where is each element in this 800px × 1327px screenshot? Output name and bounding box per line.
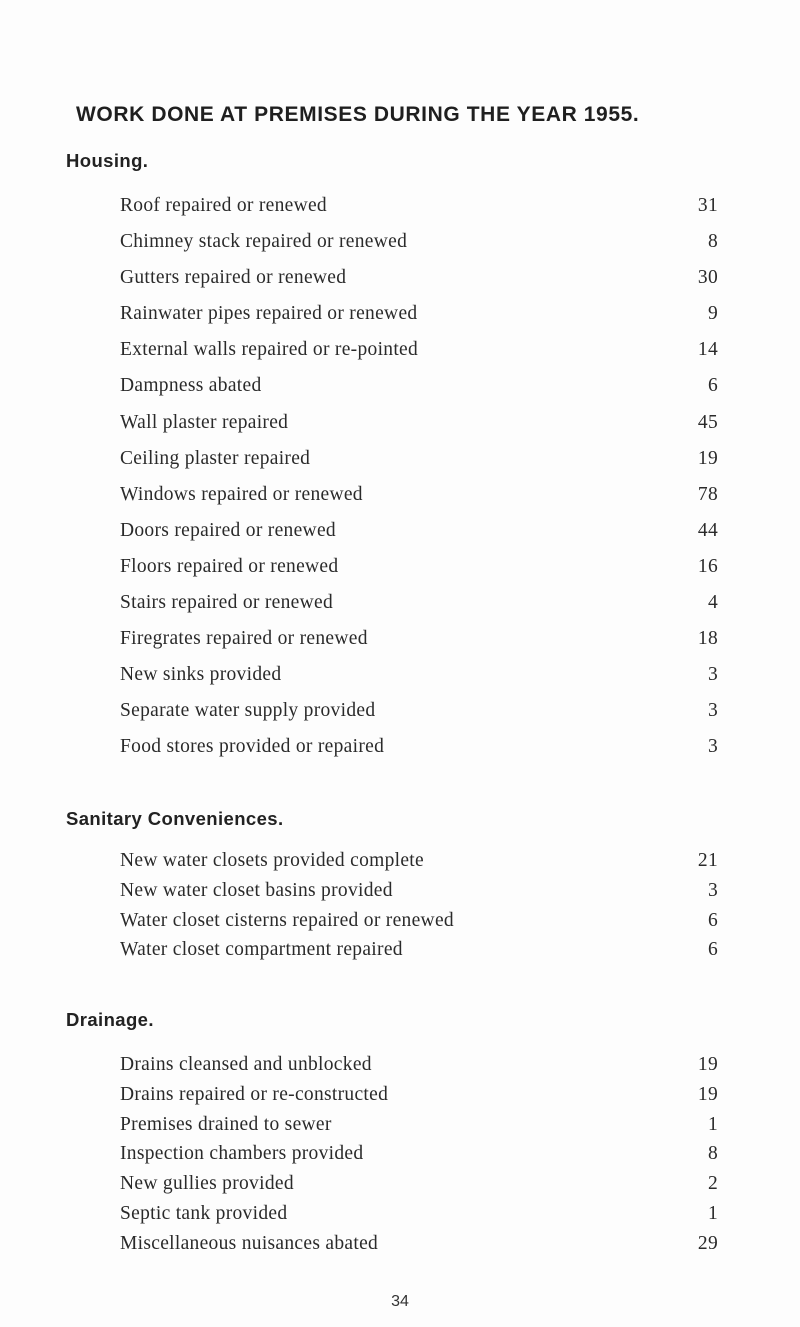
item-label: Inspection chambers provided xyxy=(120,1143,369,1165)
drainage-list xyxy=(120,1054,718,1263)
item-value: 4 xyxy=(707,592,718,614)
page-number: 34 xyxy=(391,1293,409,1310)
list-item xyxy=(120,303,718,339)
list-item xyxy=(120,592,718,628)
item-label: Dampness abated xyxy=(120,375,268,397)
item-value: 19 xyxy=(697,1083,718,1105)
list-item xyxy=(120,520,718,556)
list-item xyxy=(120,375,718,411)
item-label: New sinks provided xyxy=(120,664,287,686)
list-item xyxy=(120,1233,718,1263)
list-item xyxy=(120,556,718,592)
sanitary-list xyxy=(120,850,718,969)
item-label: Windows repaired or renewed xyxy=(120,484,369,506)
list-item xyxy=(120,267,718,303)
item-value: 3 xyxy=(707,700,718,722)
item-value: 6 xyxy=(707,375,718,397)
list-item xyxy=(120,939,718,969)
item-value: 16 xyxy=(697,555,718,577)
item-value: 31 xyxy=(697,195,718,216)
item-label: External walls repaired or re-pointed xyxy=(120,339,424,361)
list-item xyxy=(120,880,718,910)
item-label: Chimney stack repaired or renewed xyxy=(120,231,413,253)
list-item xyxy=(120,484,718,520)
item-value: 45 xyxy=(697,411,718,433)
item-value: 6 xyxy=(707,939,718,961)
item-value: 8 xyxy=(707,1143,718,1165)
list-item xyxy=(120,910,718,940)
item-value: 29 xyxy=(697,1232,718,1254)
item-label: Stairs repaired or renewed xyxy=(120,592,339,614)
item-value: 2 xyxy=(707,1173,718,1195)
list-item xyxy=(120,1143,718,1173)
item-value: 14 xyxy=(697,339,718,361)
section-heading-sanitary: Sanitary Conveniences. xyxy=(66,808,284,829)
section-heading-housing: Housing. xyxy=(66,150,149,171)
list-item xyxy=(120,1114,718,1144)
item-value: 44 xyxy=(697,519,718,541)
list-item xyxy=(120,1054,718,1084)
list-item xyxy=(120,736,718,772)
item-label: Rainwater pipes repaired or renewed xyxy=(120,303,423,325)
item-label: Water closet compartment repaired xyxy=(120,939,409,961)
housing-list xyxy=(120,195,718,773)
list-item xyxy=(120,700,718,736)
page-title: WORK DONE AT PREMISES DURING THE YEAR 1955. xyxy=(76,103,640,126)
item-label: Roof repaired or renewed xyxy=(120,195,333,217)
item-value: 3 xyxy=(707,664,718,686)
item-label: Drains repaired or re-constructed xyxy=(120,1084,394,1106)
item-value: 6 xyxy=(707,909,718,931)
item-label: Wall plaster repaired xyxy=(120,412,294,434)
list-item xyxy=(120,412,718,448)
item-value: 30 xyxy=(697,267,718,289)
item-label: Miscellaneous nuisances abated xyxy=(120,1233,384,1255)
list-item xyxy=(120,448,718,484)
item-value: 1 xyxy=(707,1113,718,1135)
item-label: Gutters repaired or renewed xyxy=(120,267,352,289)
list-item xyxy=(120,1084,718,1114)
section-heading-drainage: Drainage. xyxy=(66,1009,154,1030)
item-value: 78 xyxy=(697,483,718,505)
item-label: Doors repaired or renewed xyxy=(120,520,342,542)
item-value: 3 xyxy=(707,879,718,901)
list-item xyxy=(120,1173,718,1203)
item-value: 19 xyxy=(697,447,718,469)
list-item xyxy=(120,628,718,664)
item-label: Food stores provided or repaired xyxy=(120,736,390,758)
list-item xyxy=(120,195,718,231)
item-value: 3 xyxy=(707,736,718,758)
item-label: Floors repaired or renewed xyxy=(120,556,344,578)
item-label: New water closet basins provided xyxy=(120,880,399,902)
list-item xyxy=(120,664,718,700)
list-item xyxy=(120,231,718,267)
item-value: 18 xyxy=(697,628,718,650)
item-value: 9 xyxy=(707,303,718,325)
list-item xyxy=(120,339,718,375)
item-label: New gullies provided xyxy=(120,1173,300,1195)
item-label: Firegrates repaired or renewed xyxy=(120,628,374,650)
list-item xyxy=(120,850,718,880)
item-label: Separate water supply provided xyxy=(120,700,381,722)
item-value: 8 xyxy=(707,231,718,253)
item-label: Water closet cisterns repaired or renewed xyxy=(120,910,460,932)
item-value: 21 xyxy=(697,850,718,871)
item-label: Premises drained to sewer xyxy=(120,1114,338,1136)
item-label: Ceiling plaster repaired xyxy=(120,448,316,470)
item-label: New water closets provided complete xyxy=(120,850,430,872)
item-label: Septic tank provided xyxy=(120,1203,293,1225)
item-value: 1 xyxy=(707,1202,718,1224)
item-label: Drains cleansed and unblocked xyxy=(120,1054,378,1076)
item-value: 19 xyxy=(697,1054,718,1075)
list-item xyxy=(120,1203,718,1233)
